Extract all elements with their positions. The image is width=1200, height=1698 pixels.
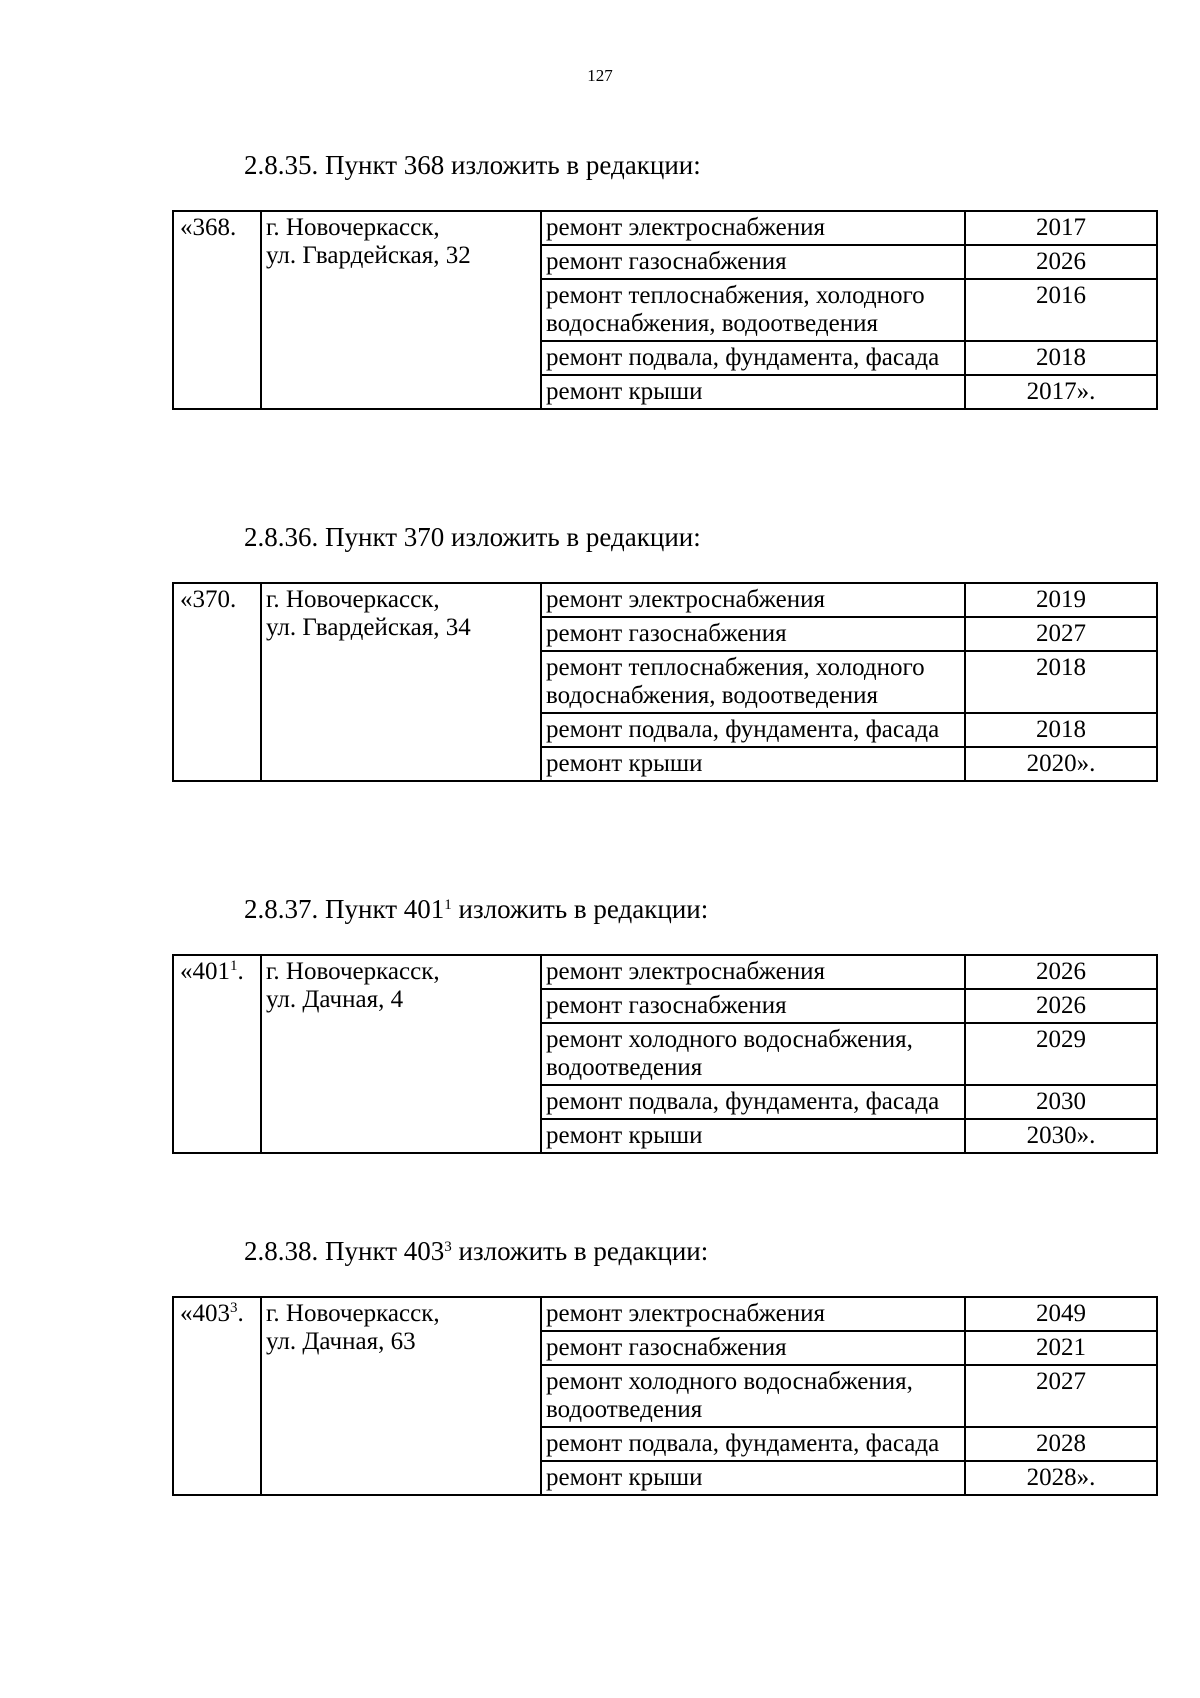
year-cell: 2026 [965,955,1157,989]
item-number-cell: «368. [173,211,261,409]
work-type-cell: ремонт газоснабжения [541,989,965,1023]
year-cell: 2018 [965,341,1157,375]
table-row [173,1297,1157,1331]
year-cell: 2049 [965,1297,1157,1331]
work-type-cell: ремонт подвала, фундамента, фасада [541,713,965,747]
year-cell: 2018 [965,713,1157,747]
work-type-cell: ремонт крыши [541,1461,965,1495]
work-type-cell: ремонт теплоснабжения, холодного водоснабжения, водоотведения [541,279,965,341]
year-cell: 2018 [965,651,1157,713]
year-cell: 2020». [965,747,1157,781]
work-type-cell: ремонт теплоснабжения, холодного водоснабжения, водоотведения [541,651,965,713]
work-type-cell: ремонт крыши [541,375,965,409]
works-table [172,954,1158,1154]
work-type-cell: ремонт крыши [541,747,965,781]
work-type-cell: ремонт холодного водоснабжения, водоотведения [541,1365,965,1427]
item-number-cell: «$403^3$. [173,1297,261,1495]
year-cell: 2021 [965,1331,1157,1365]
address-cell: г. Новочеркасск, ул. Дачная, 63 [261,1297,541,1495]
year-cell: 2028». [965,1461,1157,1495]
year-cell: 2019 [965,583,1157,617]
page-number: 127 [587,66,613,85]
works-table [172,210,1158,410]
year-cell: 2026 [965,245,1157,279]
amendment-section [172,150,1158,410]
work-type-cell: ремонт подвала, фундамента, фасада [541,341,965,375]
item-number-cell: «370. [173,583,261,781]
work-type-cell: ремонт газоснабжения [541,245,965,279]
address-cell: г. Новочеркасск, ул. Дачная, 4 [261,955,541,1153]
amendment-section [172,894,1158,1154]
year-cell: 2030». [965,1119,1157,1153]
year-cell: 2016 [965,279,1157,341]
year-cell: 2027 [965,617,1157,651]
table-row [173,583,1157,617]
work-type-cell: ремонт газоснабжения [541,1331,965,1365]
work-type-cell: ремонт электроснабжения [541,583,965,617]
address-cell: г. Новочеркасск, ул. Гвардейская, 32 [261,211,541,409]
work-type-cell: ремонт электроснабжения [541,211,965,245]
work-type-cell: ремонт подвала, фундамента, фасада [541,1427,965,1461]
year-cell: 2026 [965,989,1157,1023]
section-heading: 2.8.38. Пункт $403^3$ изложить в редакции: [244,1236,709,1266]
work-type-cell: ремонт электроснабжения [541,955,965,989]
item-number-cell: «$401^1$. [173,955,261,1153]
year-cell: 2028 [965,1427,1157,1461]
works-table [172,1296,1158,1496]
work-type-cell: ремонт электроснабжения [541,1297,965,1331]
amendment-section [172,1236,1158,1496]
year-cell: 2027 [965,1365,1157,1427]
year-cell: 2017». [965,375,1157,409]
works-table [172,582,1158,782]
year-cell: 2029 [965,1023,1157,1085]
section-heading: 2.8.37. Пункт $401^1$ изложить в редакции: [244,894,709,924]
work-type-cell: ремонт холодного водоснабжения, водоотведения [541,1023,965,1085]
year-cell: 2017 [965,211,1157,245]
work-type-cell: ремонт газоснабжения [541,617,965,651]
amendment-section [172,522,1158,782]
table-row [173,955,1157,989]
section-heading: 2.8.36. Пункт 370 изложить в редакции: [244,522,701,552]
work-type-cell: ремонт подвала, фундамента, фасада [541,1085,965,1119]
section-heading: 2.8.35. Пункт 368 изложить в редакции: [244,150,701,180]
work-type-cell: ремонт крыши [541,1119,965,1153]
table-row [173,211,1157,245]
year-cell: 2030 [965,1085,1157,1119]
address-cell: г. Новочеркасск, ул. Гвардейская, 34 [261,583,541,781]
